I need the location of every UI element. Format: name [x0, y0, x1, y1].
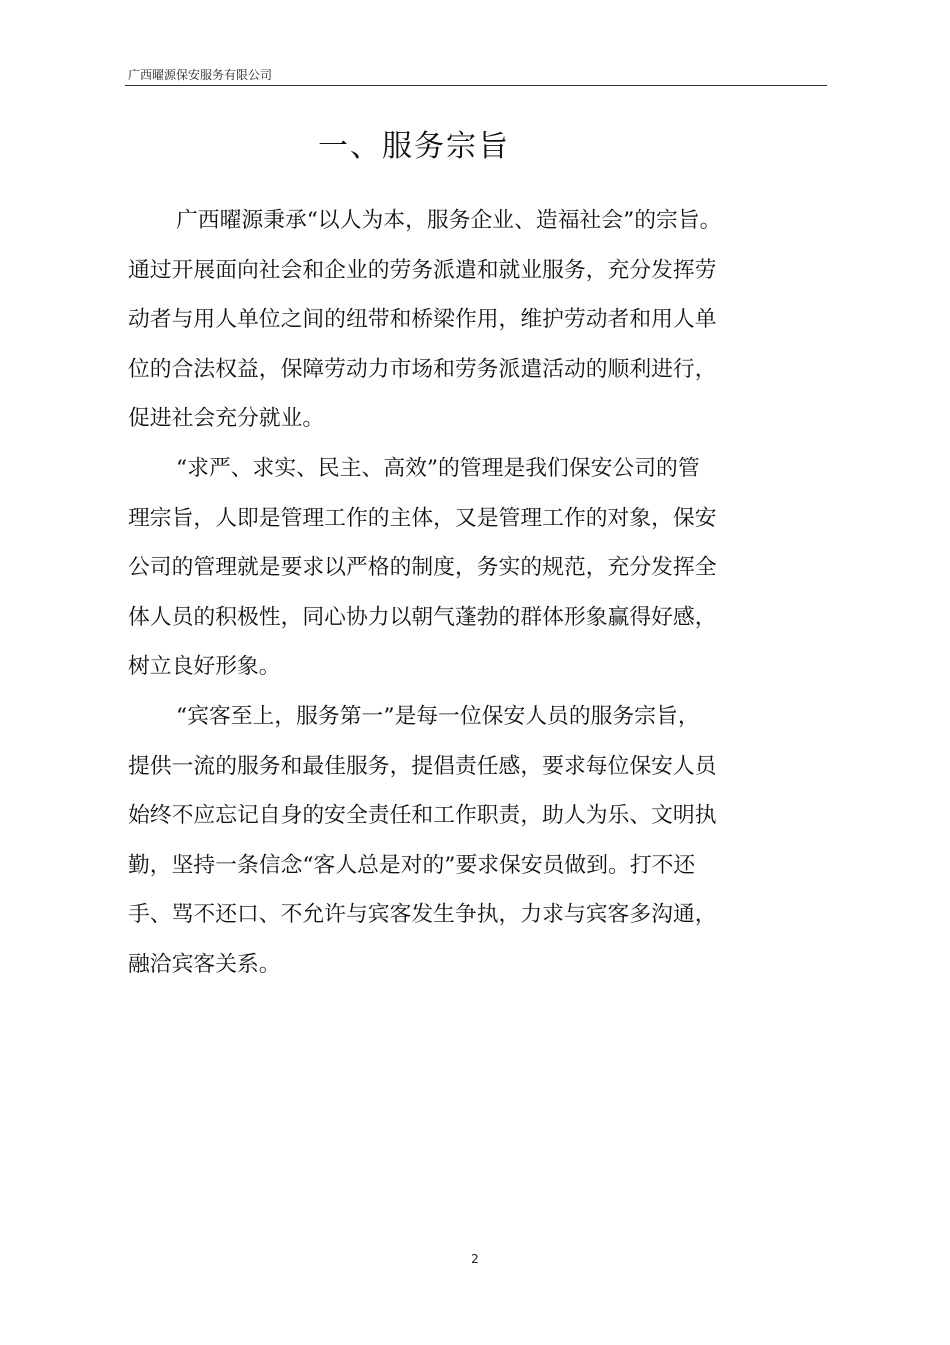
paragraph-line: “求严、求实、民主、高效”的管理是我们保安公司的管 [176, 455, 700, 481]
paragraph-line: 树立良好形象。 [128, 654, 281, 680]
paragraph-line: 促进社会充分就业。 [128, 406, 325, 432]
paragraph-line: 体人员的积极性，同心协力以朝气蓬勃的群体形象赢得好感， [128, 604, 717, 630]
running-header: 广西曜源保安服务有限公司 [128, 68, 273, 82]
paragraph-line: 勤，坚持一条信念“客人总是对的”要求保安员做到。打不还 [128, 852, 696, 878]
paragraph-line: 位的合法权益，保障劳动力市场和劳务派遣活动的顺利进行， [128, 356, 717, 382]
header-divider [125, 85, 827, 86]
paragraph-line: 广西曜源秉承“以人为本，服务企业、造福社会”的宗旨。 [176, 208, 722, 233]
paragraph-1 [128, 196, 768, 444]
paragraph-2 [128, 444, 768, 692]
section-title: 一、服务宗旨 [318, 129, 510, 164]
page-number: 2 [471, 1252, 479, 1266]
paragraph-line: 通过开展面向社会和企业的劳务派遣和就业服务，充分发挥劳 [128, 257, 717, 283]
paragraph-line: 理宗旨，人即是管理工作的主体，又是管理工作的对象，保安 [128, 505, 717, 531]
paragraph-line: 动者与用人单位之间的纽带和桥梁作用，维护劳动者和用人单 [128, 307, 717, 333]
paragraph-line: 公司的管理就是要求以严格的制度，务实的规范，充分发挥全 [128, 555, 717, 581]
document-body [128, 196, 768, 990]
paragraph-3 [128, 692, 768, 990]
paragraph-line: 始终不应忘记自身的安全责任和工作职责，助人为乐、文明执 [128, 803, 717, 829]
paragraph-line: 提供一流的服务和最佳服务，提倡责任感，要求每位保安人员 [128, 753, 717, 779]
paragraph-line: 融洽宾客关系。 [128, 951, 281, 977]
paragraph-line: 手、骂不还口、不允许与宾客发生争执，力求与宾客多沟通， [128, 902, 717, 928]
paragraph-line: “宾客至上，服务第一”是每一位保安人员的服务宗旨， [176, 703, 700, 729]
